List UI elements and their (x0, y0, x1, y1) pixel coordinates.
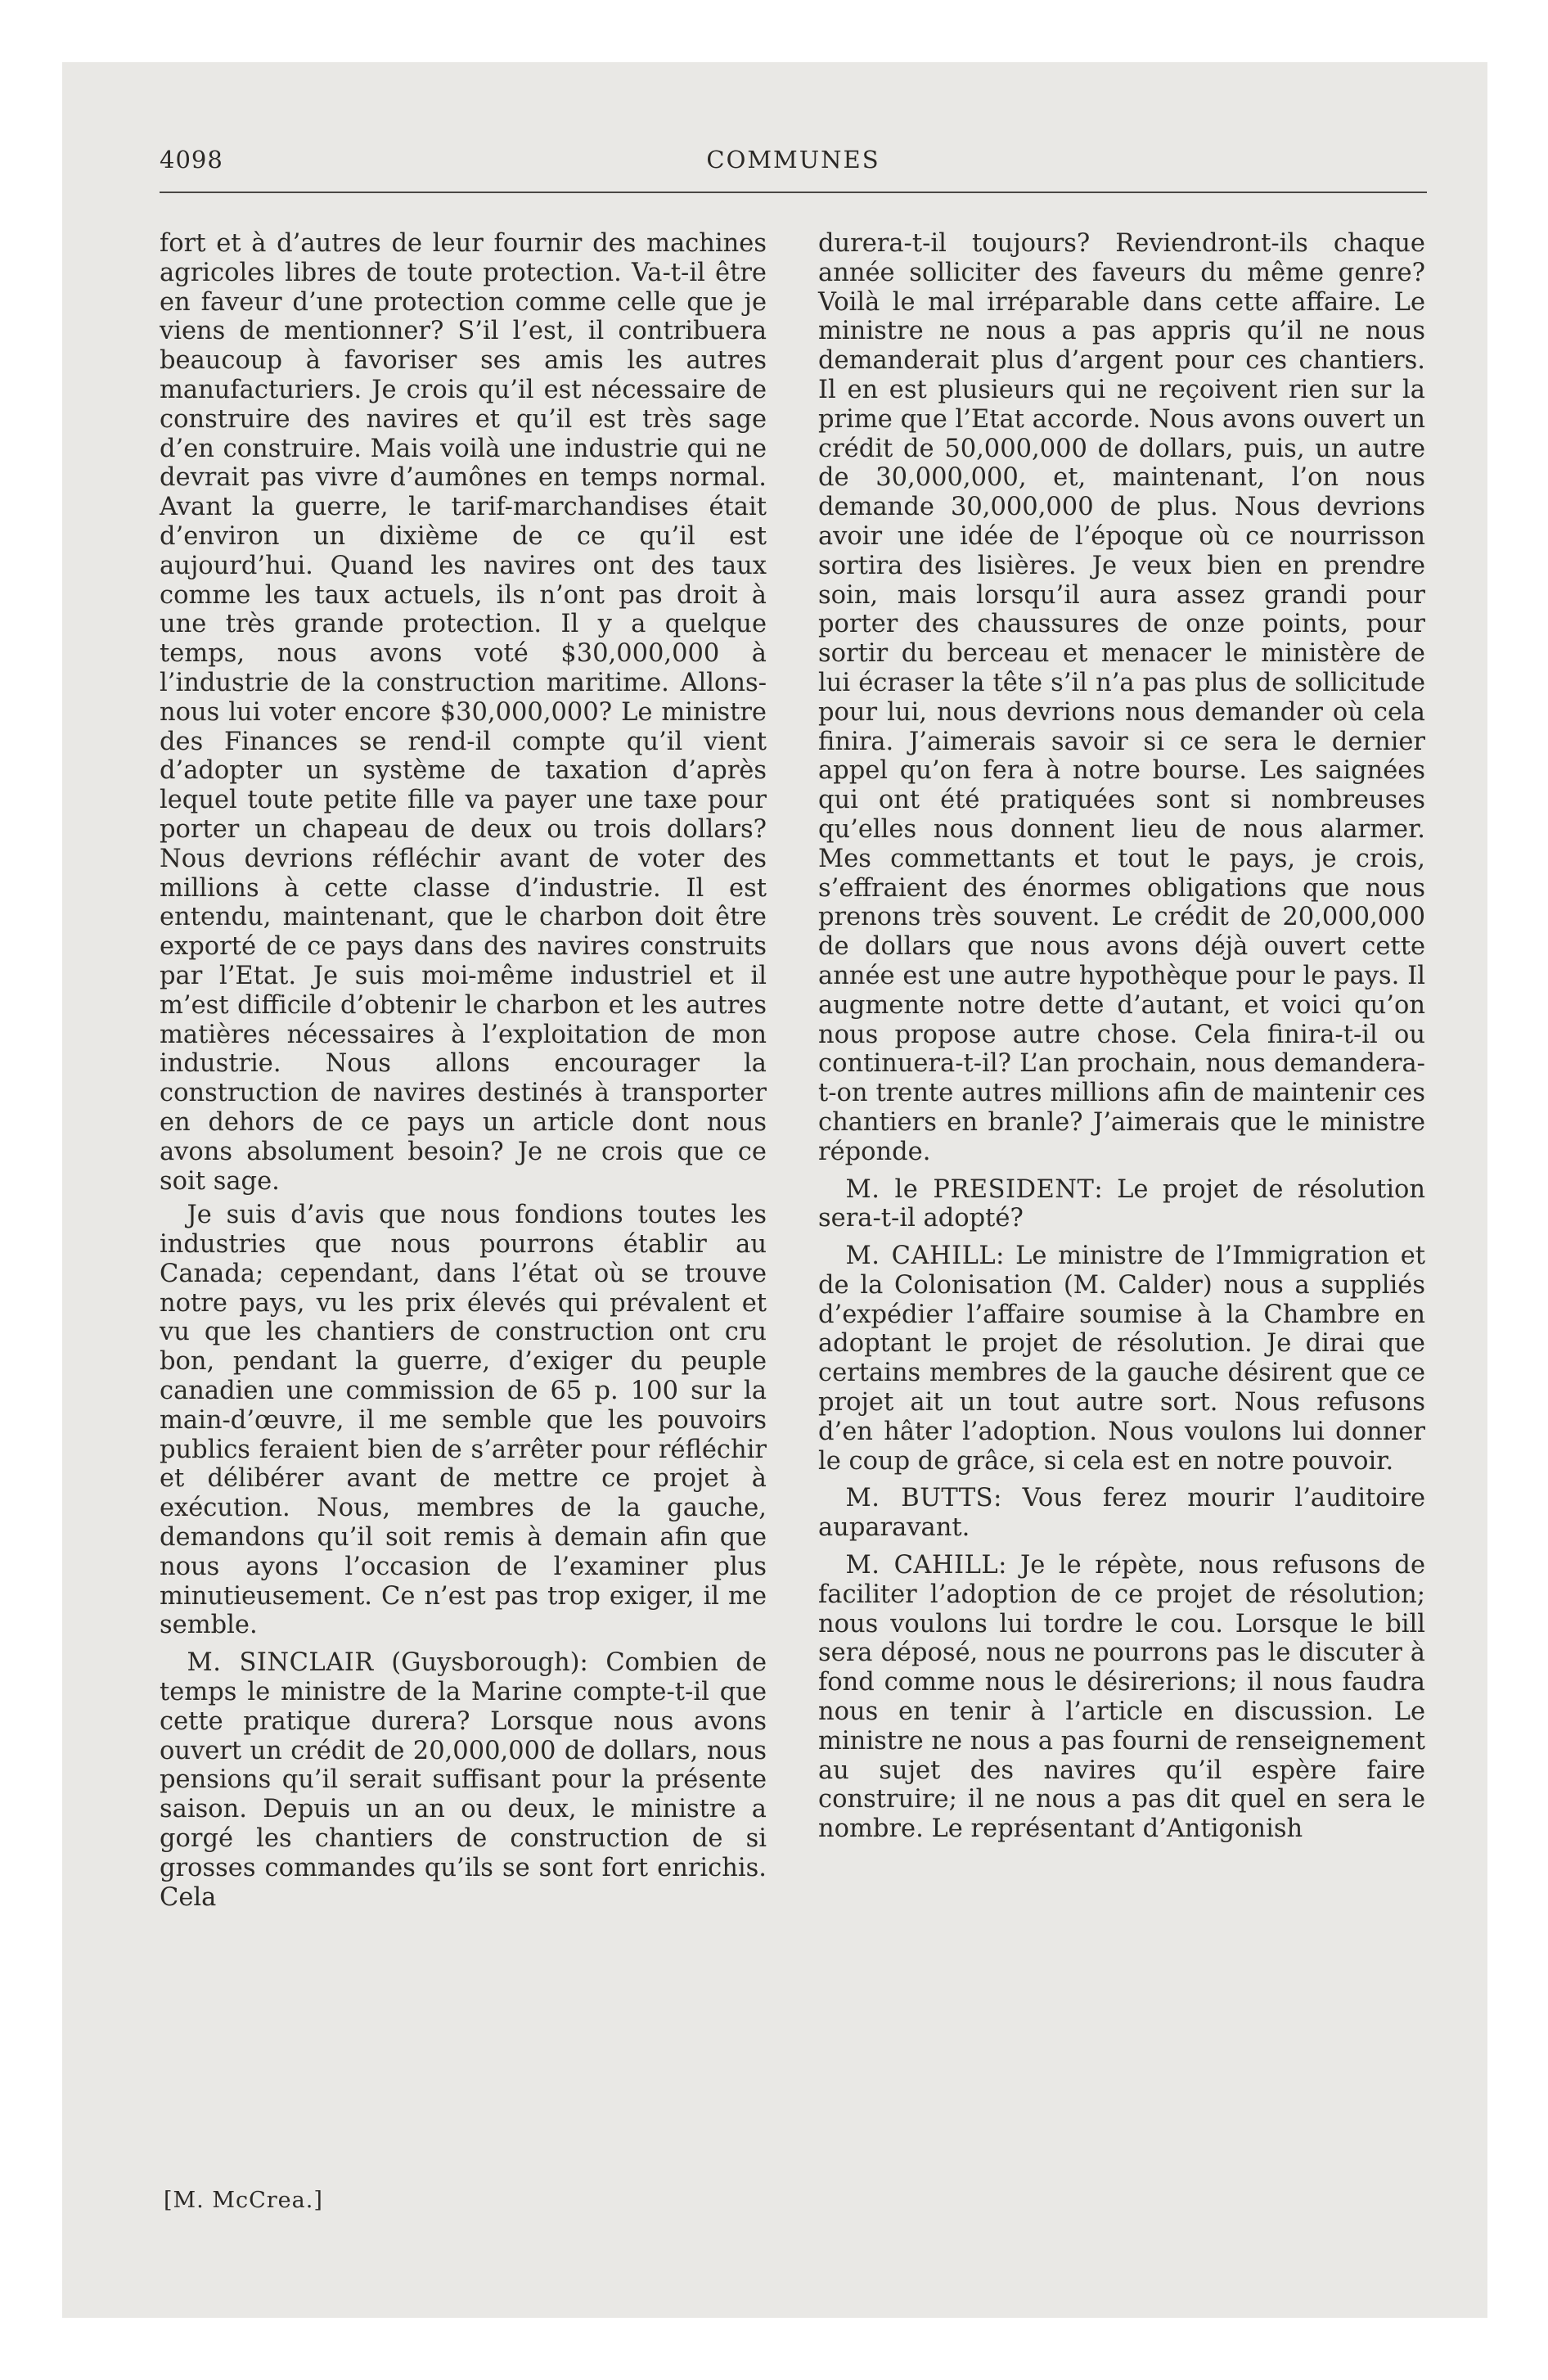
page-header (160, 146, 1427, 182)
speaker-name: M. CAHILL (845, 1551, 999, 1580)
speech-text: : Le ministre de l’Immigration et de la Colonisation (M. Calder) nous a suppliés d’expédier l’affaire soumise à la Chambre en adoptant le projet de résolution. Je dirai que certains membres de la gauche désirent que ce projet ait un tout autre sort. Nous refusons d’en hâter l’adoption. Nous voulons lui donner le coup de grâce, si cela est en notre pouvoir. (818, 1242, 1426, 1476)
paragraph: durera-t-il toujours? Reviendront-ils chaque année solliciter des faveurs du même genre? Voilà le mal irréparable dans cette affaire. Le ministre ne nous a pas appris qu’il ne nous demanderait plus d’argent pour ces chantiers. Il en est plusieurs qui ne reçoivent rien sur la prime que l’Etat accorde. Nous avons ouvert un crédit de 50,000,000 de dollars, puis, un autre de 30,000,000, et, maintenant, l’on nous demande 30,000,000 de plus. Nous devrions avoir une idée de l’époque où ce nourrisson sortira des lisières. Je veux bien en prendre soin, mais lorsqu’il aura assez grandi pour porter des chaussures de onze points, pour sortir du berceau et menacer le ministère de lui écraser la tête s’il n’a pas plus de sollicitude pour lui, nous devrions nous demander où cela finira. J’aimerais savoir si ce sera le dernier appel qu’on fera à notre bourse. Les saignées qui ont été pratiquées sont si nombreuses qu’elles nous donnent lieu de nous alarmer. Mes commettants et tout le pays, je crois, s’effraient des énormes obligations que nous prenons très souvent. Le crédit de 20,000,000 de dollars que nous avons déjà ouvert cette année est une autre hypothèque pour le pays. Il augmente notre dette d’autant, et voici qu’on nous propose autre chose. Cela finira-t-il ou continuera-t-il? L’an prochain, nous demandera-t-on trente autres millions afin de maintenir ces chantiers en branle? J’aimerais que le ministre réponde. (818, 229, 1425, 1166)
paragraph: fort et à d’autres de leur fournir des machines agricoles libres de toute protection. Va-t-il être en faveur d’une protection comme celle que je viens de mentionner? S’il l’est, il contribuera beaucoup à favoriser ses amis les autres manufacturiers. Je crois qu’il est nécessaire de construire des navires et qu’il est très sage d’en construire. Mais voilà une industrie qui ne devrait pas vivre d’aumônes en temps normal. Avant la guerre, le tarif-marchandises était d’environ un dixième de ce qu’il est aujourd’hui. Quand les navires ont des taux comme les taux actuels, ils n’ont pas droit à une très grande protection. Il y a quelque temps, nous avons voté $30,000,000 à l’industrie de la construction maritime. Allons-nous lui voter encore $30,000,000? Le ministre des Finances se rend-il compte qu’il vient d’adopter un système de taxation d’après lequel toute petite fille va payer une taxe pour porter un chapeau de deux ou trois dollars? Nous devrions réfléchir avant de voter des millions à cette classe d’industrie. Il est entendu, maintenant, que le charbon doit être exporté de ce pays dans des navires construits par l’Etat. Je suis moi-même industriel et il m’est difficile d’obtenir le charbon et les autres matières nécessaires à l’exploitation de mon industrie. Nous allons encourager la construction de navires destinés à transporter en dehors de ce pays un article dont nous avons absolument besoin? Je ne crois que ce soit sage. (160, 229, 767, 1196)
speech-text: : Vous ferez mourir l’auditoire auparavant. (818, 1484, 1425, 1543)
left-column (160, 229, 767, 1912)
speaker-name: M. CAHILL (845, 1242, 997, 1271)
speech-paragraph (818, 1551, 1425, 1844)
speech-paragraph (818, 1242, 1425, 1476)
speech-paragraph (160, 1648, 767, 1912)
right-column (818, 229, 1425, 1844)
speaker-name: M. le PRESIDENT (845, 1174, 1095, 1204)
speech-paragraph (818, 1484, 1425, 1543)
page-signature: [M. McCrea.] (164, 2188, 323, 2213)
speech-paragraph (818, 1175, 1425, 1234)
running-head: COMMUNES (706, 146, 880, 174)
speaker-name: M. SINCLAIR (187, 1648, 374, 1678)
speech-text: (Guysborough): Combien de temps le ministre de la Marine compte-t-il que cette pratique durera? Lorsque nous avons ouvert un crédit de 20,000,000 de dollars, nous pensions qu’il serait suffisant pour la présente saison. Depuis un an ou deux, le ministre a gorgé les chantiers de construction de si grosses commandes qu’ils se sont fort enrichis. Cela (160, 1648, 767, 1912)
header-rule (160, 192, 1427, 193)
paragraph: Je suis d’avis que nous fondions toutes les industries que nous pourrons établir au Canada; cependant, dans l’état où se trouve notre pays, vu les prix élevés qui prévalent et vu que les chantiers de construction ont cru bon, pendant la guerre, d’exiger du peuple canadien une commission de 65 p. 100 sur la main-d’œuvre, il me semble que les pouvoirs publics feraient bien de s’arrêter pour réfléchir et délibérer avant de mettre ce projet à exécution. Nous, membres de la gauche, demandons qu’il soit remis à demain afin que nous ayons l’occasion de l’examiner plus minutieusement. Ce n’est pas trop exiger, il me semble. (160, 1201, 767, 1640)
page-number: 4098 (160, 146, 223, 174)
speech-text: : Je le répète, nous refusons de faciliter l’adoption de ce projet de résolution; nous voulons lui tordre le cou. Lorsque le bill sera déposé, nous ne pourrons pas le discuter à fond comme nous le désirerions; il nous faudra nous en tenir à l’article en discussion. Le ministre ne nous a pas fourni de renseignement au sujet des navires qu’il espère faire construire; il ne nous a pas dit quel en sera le nombre. Le représentant d’Antigonish (818, 1551, 1425, 1844)
speaker-name: M. BUTTS (845, 1484, 994, 1513)
speech-text: : Le projet de résolution sera-t-il adopté? (818, 1174, 1425, 1233)
